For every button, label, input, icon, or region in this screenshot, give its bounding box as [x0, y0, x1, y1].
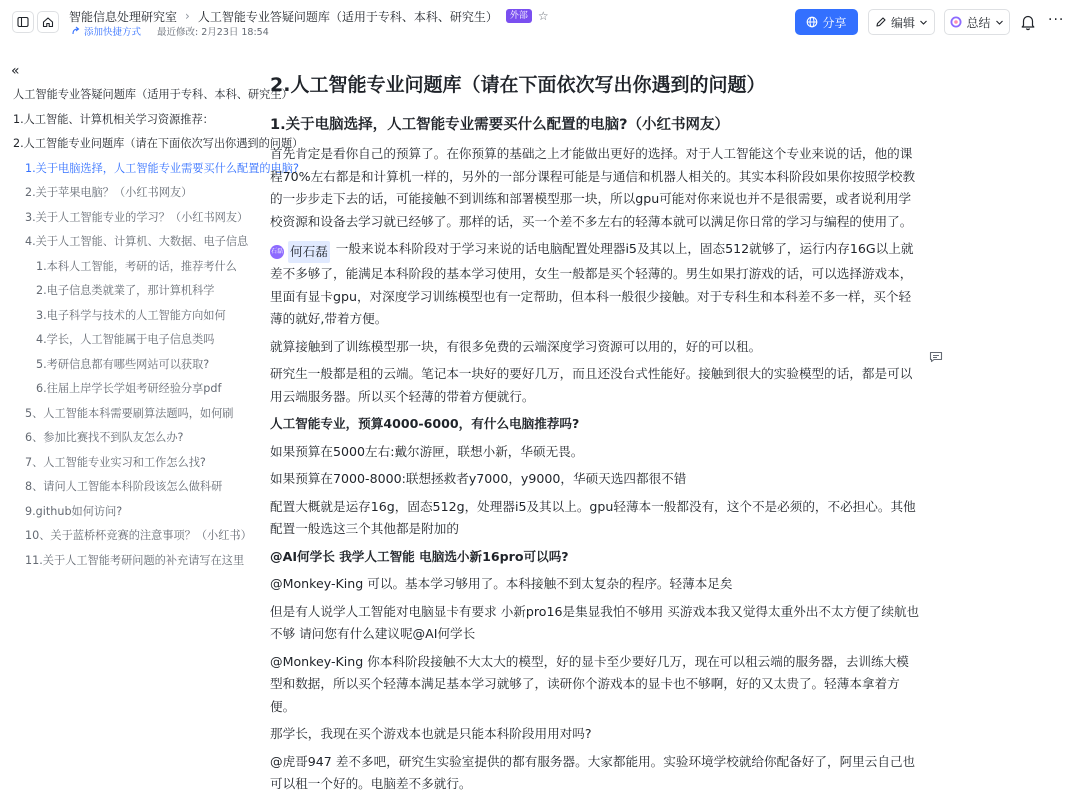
toc-item[interactable]: 9.github如何访问?	[25, 504, 123, 518]
paragraph: 配置大概就是运存16g，固态512g，处理器i5及其以上。gpu轻薄本一般都没有，这个不是必须的，不必担心。其他配置一般选这三个其他都是附加的	[270, 498, 916, 537]
breadcrumb-workspace[interactable]: 智能信息处理研究室	[69, 9, 178, 24]
toc-item[interactable]: 5.考研信息都有哪些网站可以获取?	[36, 357, 210, 371]
toc-item[interactable]: 人工智能专业答疑问题库（适用于专科、本科、研究生）	[13, 88, 293, 101]
toc-item[interactable]: 7、人工智能专业实习和工作怎么找?	[25, 455, 206, 469]
paragraph: @Monkey-King 可以。基本学习够用了。本科接触不到太复杂的程序。轻薄本足矣	[270, 576, 733, 592]
paragraph-text: 一般来说本科阶段对于学习来说的话电脑配置处理器i5及其以上，固态512就够了，运行内存16G以上就差不多够了，能满足本科阶段的基本学习使用，女生一般都是买个轻薄的。男生如果打游戏的话，可以选择游戏本，里面有显卡gpu，对深度学习训练模型也有一定帮助，但本科一般很少接触。对于专科生和本科差不多一样，买个轻薄的就好,带着方便。	[270, 241, 914, 327]
toc-item[interactable]: 11.关于人工智能考研问题的补充请写在这里	[25, 553, 245, 567]
paragraph: 那学长，我现在买个游戏本也就是只能本科阶段用用对吗?	[270, 726, 592, 742]
toc-item[interactable]: 2.关于苹果电脑？（小红书网友）	[25, 186, 193, 199]
breadcrumb-document[interactable]: 人工智能专业答疑问题库（适用于专科、本科、研究生）	[197, 9, 498, 24]
globe-icon	[806, 16, 818, 28]
external-badge: 外部	[506, 9, 532, 23]
shortcut-icon	[71, 26, 81, 36]
top-bar	[0, 0, 1080, 44]
paragraph: 首先肯定是看你自己的预算了。在你预算的基础之上才能做出更好的选择。对于人工智能这个专业来说的话，他的课程70%左右都是和计算机一样的，另外的一部分课程可能是与通信和机器人相关的。其实本科阶段如果你按照学校教的一步步走下去的话，可能接触不到训练和部署模型那一块，所以gpu可能对你来说也并不是很需要，或者说利用学校资源和设备去学习就已经够了。那样的话，买一个差不多左右的轻薄本就可以满足你日常的学习与编程的使用了。	[270, 146, 916, 229]
chevron-right-icon: ›	[185, 9, 190, 23]
bell-icon[interactable]	[1019, 13, 1037, 31]
breadcrumb	[69, 7, 549, 25]
subsection-heading: 1.关于电脑选择，人工智能专业需要买什么配置的电脑?（小红书网友）	[270, 117, 730, 133]
last-modified: 最近修改: 2月23日 18:54	[157, 27, 269, 38]
chevron-down-icon	[919, 18, 928, 27]
home-icon	[42, 16, 54, 28]
more-icon[interactable]: ···	[1048, 12, 1065, 28]
toc-item[interactable]: 1.人工智能、计算机相关学习资源推荐：	[13, 112, 214, 126]
avatar: 石磊	[270, 245, 284, 259]
doc-meta	[71, 25, 269, 37]
pencil-icon	[875, 16, 887, 28]
summary-button[interactable]	[944, 9, 1010, 35]
add-shortcut-link[interactable]: 添加快捷方式	[84, 27, 142, 38]
paragraph: 如果预算在7000-8000:联想拯救者y7000，y9000，华硕天选四都很不错	[270, 471, 687, 487]
bold-paragraph: @AI何学长 我学人工智能 电脑选小新16pro可以吗?	[270, 548, 569, 564]
user-mention[interactable]	[270, 241, 336, 264]
document-body	[270, 70, 920, 796]
paragraph: @虎哥947 差不多吧，研究生实验室提供的都有服务器。大家都能用。实验环境学校就给你配备好了，阿里云自己也可以租一个好的。电脑差不多就行。	[270, 753, 916, 792]
section-heading: 2.人工智能专业问题库（请在下面依次写出你遇到的问题）	[270, 74, 766, 96]
bold-paragraph: 人工智能专业，预算4000-6000，有什么电脑推荐吗?	[270, 416, 580, 432]
toc-item-active[interactable]: 1.关于电脑选择，人工智能专业需要买什么配置的电脑?	[25, 161, 299, 175]
ai-sparkle-icon	[950, 16, 962, 28]
paragraph: 研究生一般都是租的云端。笔记本一块好的要好几万，而且还没台式性能好。接触到很大的实验模型的话，都是可以用云端服务器。所以买个轻薄的带着方便就行。	[270, 366, 913, 404]
sidebar-toggle-button[interactable]	[12, 11, 34, 33]
share-label: 分享	[822, 15, 847, 30]
comment-icon[interactable]	[929, 351, 943, 363]
paragraph: 如果预算在5000左右:戴尔游匣，联想小新，华硕无畏。	[270, 443, 584, 459]
toc-item[interactable]: 5、人工智能本科需要刷算法题吗，如何刷	[25, 406, 234, 420]
home-button[interactable]	[37, 11, 59, 33]
toc-item[interactable]: 2.电子信息类就業了，那计算机科学	[36, 284, 215, 297]
summary-label: 总结	[966, 15, 991, 30]
paragraph: 但是有人说学人工智能对电脑显卡有要求 小新pro16是集显我怕不够用 买游戏本我又觉得太重外出不太方便了续航也不够 请问您有什么建议呢@AI何学长	[270, 603, 920, 642]
toc-item[interactable]: 4.关于人工智能、计算机、大数据、电子信息	[25, 235, 249, 248]
toc-item[interactable]: 3.关于人工智能专业的学习？（小红书网友）	[25, 210, 249, 224]
paragraph: @Monkey-King 你本科阶段接触不大太大的模型，好的显卡至少要好几万，现在可以租云端的服务器，去训练大模型和数据，所以买个轻薄本满足基本学习就够了，读研你个游戏本的显卡也不够啊，好的又太贵了。轻薄本拿着方便。	[270, 653, 909, 714]
sidebar-icon	[17, 16, 29, 28]
collapse-toc-icon[interactable]: «	[11, 63, 20, 79]
star-icon[interactable]: ☆	[537, 9, 549, 23]
mention-name: 何石磊	[288, 241, 330, 264]
toc-item[interactable]: 3.电子科学与技术的人工智能方向如何	[36, 308, 226, 322]
toc-item[interactable]: 6.往届上岸学长学姐考研经验分享pdf	[36, 382, 222, 395]
toc-item[interactable]: 8、请问人工智能本科阶段该怎么做科研	[25, 480, 223, 493]
toc-item[interactable]: 1.本科人工智能，考研的话，推荐考什么	[36, 259, 237, 273]
paragraph-with-mention	[270, 238, 920, 331]
paragraph: 就算接触到了训练模型那一块，有很多免费的云端深度学习资源可以用的，好的可以租。	[270, 338, 762, 354]
chevron-down-icon	[995, 18, 1004, 27]
edit-label: 编辑	[890, 15, 915, 30]
toc-item[interactable]: 10、关于蓝桥杯竞赛的注意事项？（小红书）	[25, 529, 252, 542]
share-button[interactable]	[795, 9, 858, 35]
toc-item[interactable]: 6、参加比赛找不到队友怎么办?	[25, 431, 184, 444]
toc-item[interactable]: 4.学长，人工智能属于电子信息类吗	[36, 333, 215, 346]
edit-button[interactable]	[868, 9, 935, 35]
toc-item[interactable]: 2.人工智能专业问题库（请在下面依次写出你遇到的问题）	[13, 137, 304, 150]
